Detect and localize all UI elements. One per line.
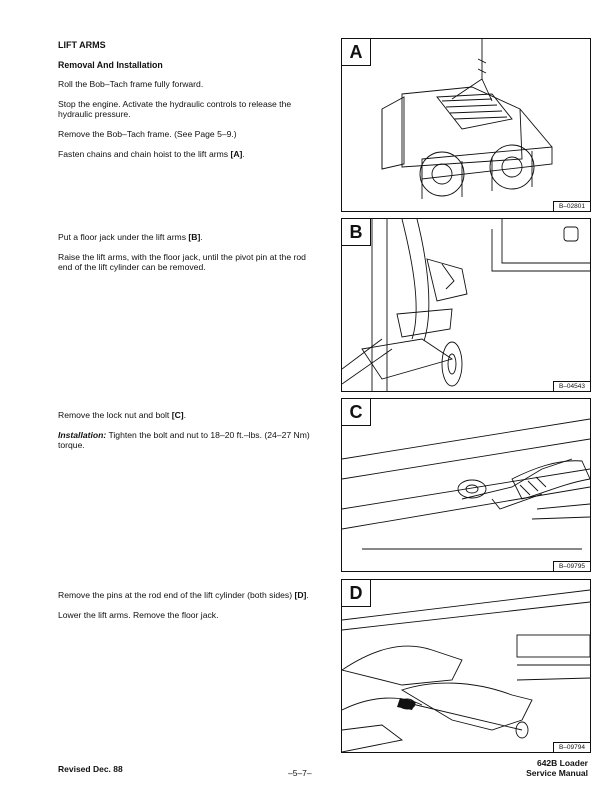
figure-c [341, 398, 591, 572]
step-installation: Installation: Tighten the bolt and nut to 18–20 ft.–lbs. (24–27 Nm) torque. [58, 429, 310, 451]
figure-d-label: D [342, 580, 371, 607]
section-title: LIFT ARMS [58, 40, 106, 50]
figure-c-code: B–09795 [553, 561, 590, 571]
figure-b [341, 218, 591, 392]
installation-label: Installation: [58, 429, 107, 440]
step-remove-pins: Remove the pins at the rod end of the lift cylinder (both sides) [D]. [58, 590, 309, 600]
figure-c-label: C [342, 399, 371, 426]
footer-manual [526, 758, 588, 778]
section-b-text [58, 232, 310, 282]
figure-a-code: B–02801 [553, 201, 590, 211]
figure-d-code: B–09794 [553, 742, 590, 752]
loader-hoist-illustration [342, 39, 590, 211]
section-d-text [58, 590, 310, 629]
figure-ref-a: [A] [230, 148, 243, 159]
step-remove-bolt: Remove the lock nut and bolt [C]. [58, 410, 187, 420]
footer-model: 642B Loader [536, 758, 588, 768]
step-fasten-chains: Fasten chains and chain hoist to the lift arms [A]. [58, 148, 245, 159]
figure-d [341, 579, 591, 753]
floor-jack-illustration [342, 219, 590, 391]
footer-manual-title: Service Manual [526, 768, 588, 778]
step-remove-frame: Remove the Bob–Tach frame. (See Page 5–9.) [58, 128, 237, 139]
figure-b-code: B–04543 [553, 381, 590, 391]
figure-a-label: A [342, 39, 371, 66]
bolt-removal-illustration [342, 399, 590, 571]
section-subtitle: Removal And Installation [58, 59, 163, 70]
section-a-text [58, 40, 310, 168]
section-c-text [58, 410, 310, 460]
pin-removal-illustration [342, 580, 590, 752]
step-floor-jack: Put a floor jack under the lift arms [B]. [58, 232, 203, 242]
figure-ref-b: [B] [188, 232, 201, 242]
step-roll-frame: Roll the Bob–Tach frame fully forward. [58, 79, 204, 90]
step-stop-engine: Stop the engine. Activate the hydraulic controls to release the hydraulic pressure. [58, 98, 292, 120]
step-lower-arms: Lower the lift arms. Remove the floor jack. [58, 609, 219, 620]
figure-b-label: B [342, 219, 371, 246]
step-raise-arms: Raise the lift arms, with the floor jack, until the pivot pin at the rod end of the lift cylinder can be removed. [58, 251, 306, 273]
figure-ref-d: [D] [294, 590, 307, 600]
figure-a [341, 38, 591, 212]
footer-page-number: –5–7– [288, 768, 312, 778]
figure-ref-c: [C] [171, 410, 184, 420]
footer-revised: Revised Dec. 88 [58, 764, 123, 774]
